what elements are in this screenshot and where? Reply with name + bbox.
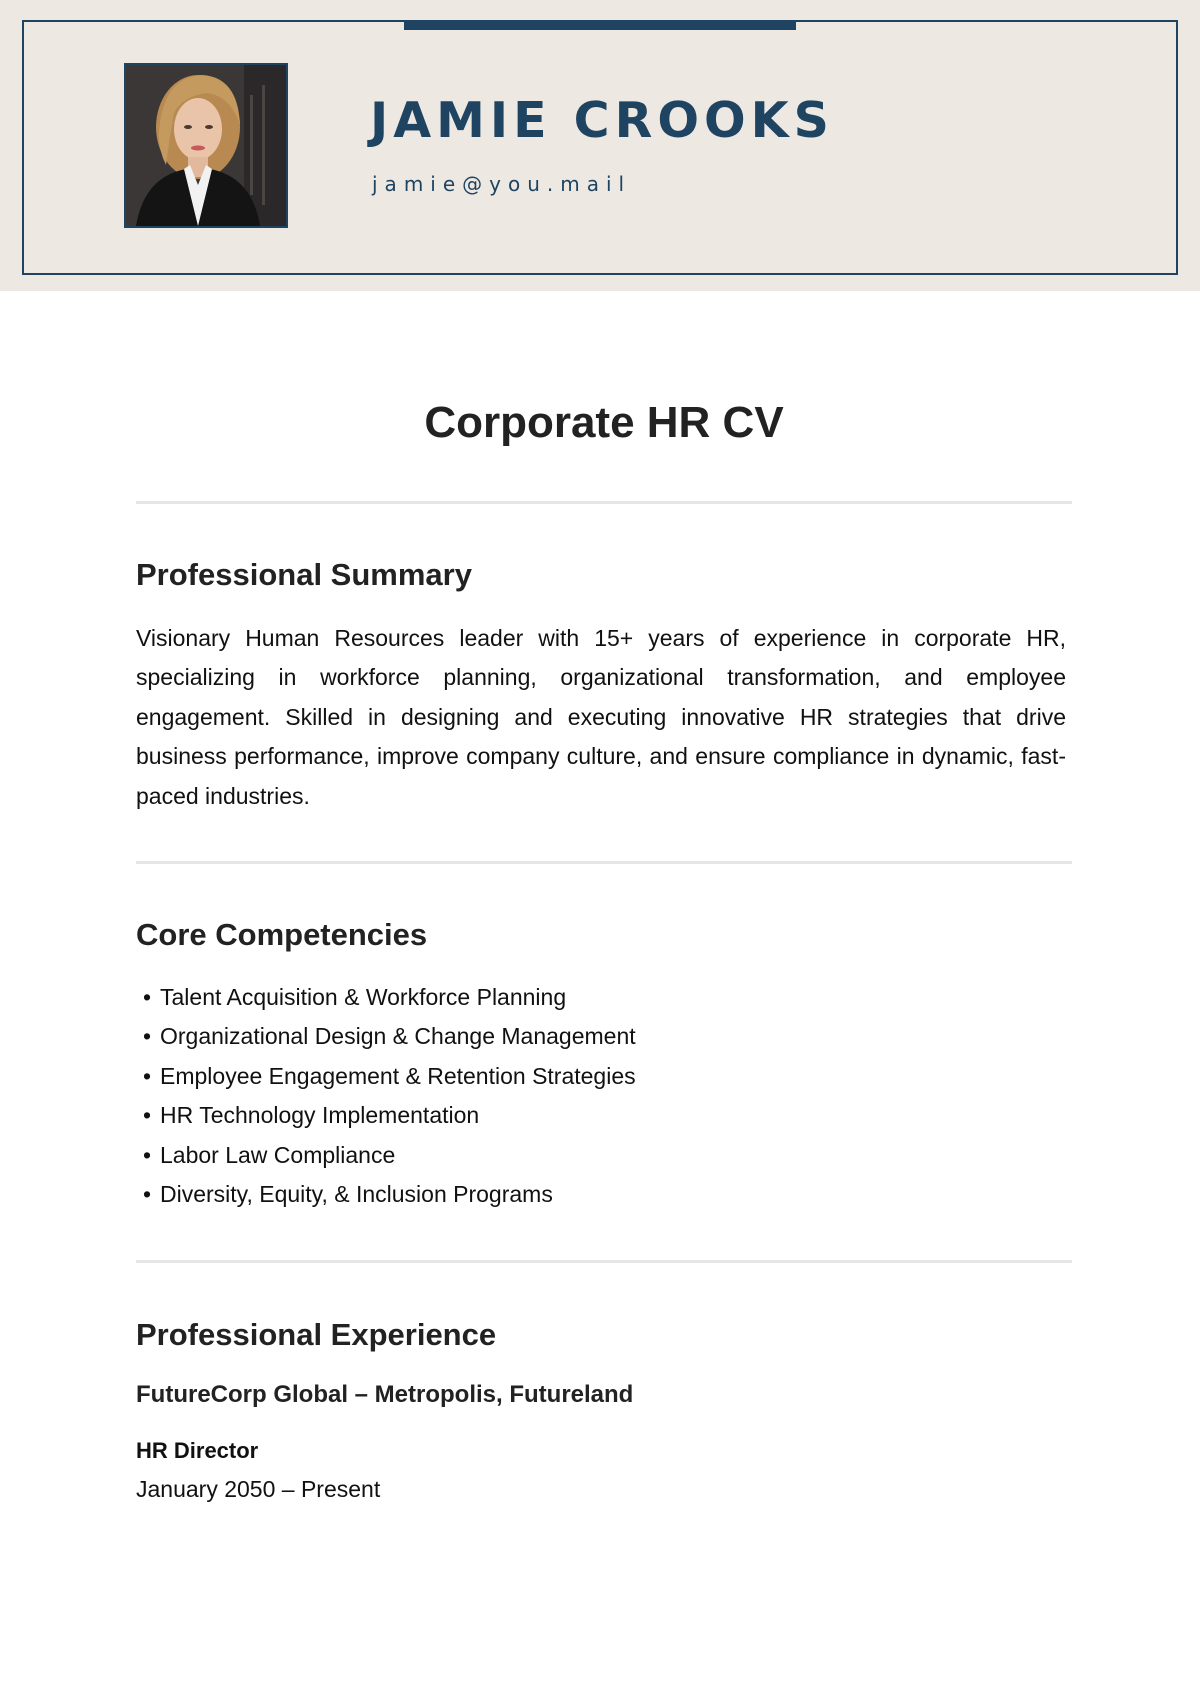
bullet-icon: •	[143, 1102, 152, 1129]
document-title: Corporate HR CV	[424, 398, 784, 447]
competencies-heading: Core Competencies	[136, 917, 428, 952]
bullet-icon: •	[143, 1062, 152, 1089]
bullet-icon: •	[143, 1141, 152, 1168]
bullet-icon: •	[143, 1181, 152, 1208]
summary-heading: Professional Summary	[136, 557, 472, 592]
bullet-icon: •	[143, 984, 152, 1010]
job-dates: January 2050 – Present	[136, 1476, 381, 1502]
competency-label: HR Technology Implementation	[160, 1102, 480, 1129]
header-accent-bar	[404, 20, 796, 30]
competency-label: Talent Acquisition & Workforce Planning	[160, 984, 567, 1010]
list-item	[136, 1175, 636, 1214]
list-item	[136, 1057, 636, 1096]
job-title: HR Director	[136, 1438, 259, 1463]
competency-label: Organizational Design & Change Management	[160, 1023, 636, 1050]
experience-heading: Professional Experience	[136, 1317, 497, 1352]
profile-photo	[124, 63, 288, 228]
section-divider	[136, 501, 1072, 504]
list-item	[136, 1136, 636, 1175]
competencies-list	[136, 978, 636, 1214]
section-divider	[136, 861, 1072, 864]
bullet-icon: •	[143, 1023, 152, 1050]
list-item	[136, 1096, 636, 1135]
competency-label: Labor Law Compliance	[160, 1141, 396, 1168]
list-item	[136, 978, 636, 1017]
candidate-name: JAMIE CROOKS	[370, 92, 834, 149]
competency-label: Diversity, Equity, & Inclusion Programs	[160, 1181, 553, 1208]
list-item	[136, 1017, 636, 1056]
company-name: FutureCorp Global – Metropolis, Futureland	[136, 1381, 634, 1408]
candidate-email: jamie@you.mail	[372, 172, 632, 196]
competency-label: Employee Engagement & Retention Strategies	[160, 1062, 636, 1089]
section-divider	[136, 1260, 1072, 1263]
summary-text: Visionary Human Resources leader with 15+ years of experience in corporate HR, specializing in workforce planning, organizational transformation, and employee engagement. Skilled in designing and executing innovative HR strategies that drive business performance, improve company culture, and ensure compliance in dynamic, fast-paced industries.	[136, 625, 1066, 809]
